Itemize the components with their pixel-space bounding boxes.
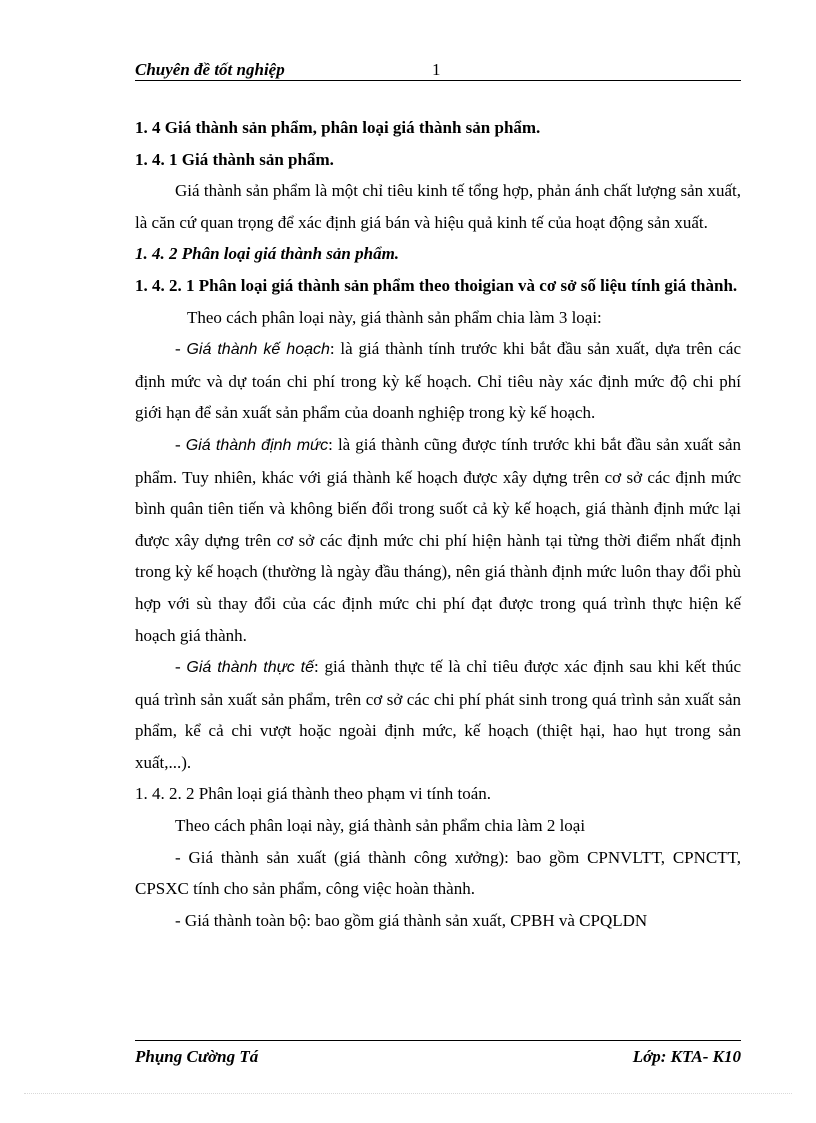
class-label: Lớp: KTA- K10: [632, 1047, 741, 1066]
page-number: 1: [432, 60, 441, 79]
paragraph-definition: Giá thành sản phẩm là một chỉ tiêu kinh tế tổng hợp, phản ánh chất lượng sản xuất, là căn cứ quan trọng để xác định giá bán và hiệu quả kinh tế của hoạt động sản xuất.: [135, 181, 741, 232]
list-item-total-cost: - Giá thành toàn bộ: bao gồm giá thành sản xuất, CPBH và CPQLDN: [175, 910, 648, 930]
list-item-dash: -: [175, 434, 186, 454]
term-planned-cost: Giá thành kế hoạch: [186, 341, 330, 359]
paragraph-intro-2-types: Theo cách phân loại này, giá thành sản phẩm chia làm 2 loại: [175, 816, 586, 836]
term-actual-cost: Giá thành thực tế: [186, 659, 315, 677]
list-item-actual-cost: [135, 651, 741, 778]
heading-1-4-1: 1. 4. 1 Giá thành sản phẩm.: [135, 149, 334, 169]
heading-1-4-2-2: 1. 4. 2. 2 Phân loại giá thành theo phạm vi tính toán.: [135, 784, 492, 804]
list-item-production-cost: - Giá thành sản xuất (giá thành công xưởng): bao gồm CPNVLTT, CPNCTT, CPSXC tính cho sản phẩm, công việc hoàn thành.: [135, 847, 741, 899]
list-item-dash: -: [175, 339, 187, 359]
list-item-dash: -: [175, 657, 187, 677]
page-bottom-divider: [24, 1093, 792, 1094]
heading-1-4: 1. 4 Giá thành sản phẩm, phân loại giá thành sản phẩm.: [135, 118, 541, 137]
term-norm-cost: Giá thành định mức: [185, 436, 329, 454]
definition-norm-cost: : là giá thành cũng được tính trước khi bắt đầu sản xuất sản phẩm. Tuy nhiên, khác với giá thành kế hoạch được xây dựng trên cơ sở các định mức bình quân tiên tiến và không biến đổi trong suốt cả kỳ kế hoạch, giá thành định mức lại được xây dựng trên cơ sở các định mức chi phí hiện hành tại từng thời điểm nhất định trong kỳ kế hoạch (thường là ngày đầu tháng), nên giá thành định mức luôn thay đổi phù hợp với sù thay đổi của các định mức chi phí đạt được trong quá trình thực hiện kế hoạch giá thành.: [135, 434, 742, 645]
definition-actual-cost: : giá thành thực tế là chỉ tiêu được xác định sau khi kết thúc quá trình sản xuất sản phẩm, trên cơ sở các chi phí phát sinh trong quá trình sản xuất sản phẩm, kể cả chi vượt hoặc ngoài định mức, kế hoạch (thiệt hại, hao hụt trong sản xuất,...).: [135, 657, 741, 772]
page-footer: [135, 1040, 741, 1066]
page-header: [135, 56, 741, 81]
heading-1-4-2-1: 1. 4. 2. 1 Phân loại giá thành sản phẩm theo thoigian và cơ sở số liệu tính giá thành.: [135, 275, 738, 295]
document-body: [135, 112, 741, 936]
list-item-norm-cost: [135, 429, 741, 651]
paragraph-intro-3-types: Theo cách phân loại này, giá thành sản phẩm chia làm 3 loại:: [187, 307, 602, 327]
definition-planned-cost: : là giá thành tính trước khi bắt đầu sản xuất, dựa trên các định mức và dự toán chi phí trong kỳ kế hoạch. Chỉ tiêu này xác định mức độ chi phí giới hạn để sản xuất sản phẩm của doanh nghiệp trong kỳ kế hoạch.: [135, 339, 741, 423]
heading-1-4-2: 1. 4. 2 Phân loại giá thành sản phẩm.: [135, 244, 400, 264]
author-name: Phụng Cường Tá: [135, 1047, 259, 1066]
document-title: Chuyên đề tốt nghiệp: [135, 60, 285, 79]
list-item-planned-cost: [135, 333, 741, 429]
